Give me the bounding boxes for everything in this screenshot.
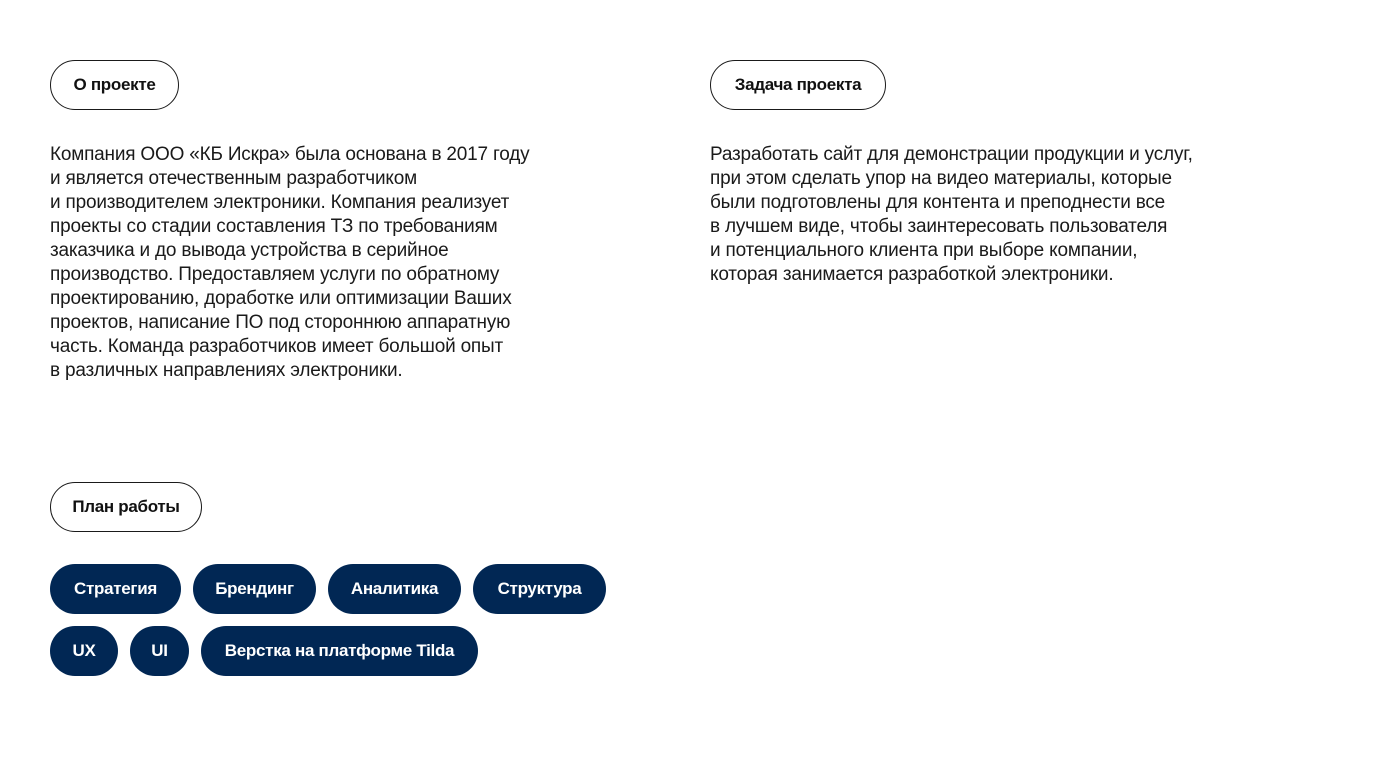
about-line: проектированию, доработке или оптимизации Ваших [50, 288, 512, 309]
about-line: производство. Предоставляем услуги по обратному [50, 264, 500, 285]
about-line: Компания ООО «КБ Искра» была основана в 2017 году [50, 144, 530, 165]
task-line: были подготовлены для контента и преподнести все [710, 192, 1166, 213]
about-line: проекты со стадии составления ТЗ по требованиям [50, 216, 498, 237]
about-line: часть. Команда разработчиков имеет большой опыт [50, 336, 503, 357]
tag-structure: Структура [473, 564, 606, 614]
tag-tilda-layout: Верстка на платформе Tilda [201, 626, 478, 676]
task-section-label: Задача проекта [710, 60, 886, 110]
tag-branding: Брендинг [193, 564, 316, 614]
task-line: которая занимается разработкой электроники. [710, 264, 1114, 285]
tag-strategy: Стратегия [50, 564, 181, 614]
tag-ux: UX [50, 626, 118, 676]
about-section-label: О проекте [50, 60, 179, 110]
task-line: в лучшем виде, чтобы заинтересовать пользователя [710, 216, 1168, 237]
task-line: и потенциального клиента при выборе компании, [710, 240, 1138, 261]
about-description [50, 143, 529, 383]
about-line: в различных направлениях электроники. [50, 360, 403, 381]
task-line: Разработать сайт для демонстрации продукции и услуг, [710, 144, 1193, 165]
about-line: и производителем электроники. Компания реализует [50, 192, 510, 213]
plan-section-label: План работы [50, 482, 202, 532]
tag-analytics: Аналитика [328, 564, 461, 614]
about-line: заказчика и до вывода устройства в серийное [50, 240, 449, 261]
tag-ui: UI [130, 626, 189, 676]
about-line: проектов, написание ПО под стороннюю аппаратную [50, 312, 511, 333]
task-description [710, 143, 1193, 287]
about-line: и является отечественным разработчиком [50, 168, 417, 189]
task-line: при этом сделать упор на видео материалы, которые [710, 168, 1172, 189]
